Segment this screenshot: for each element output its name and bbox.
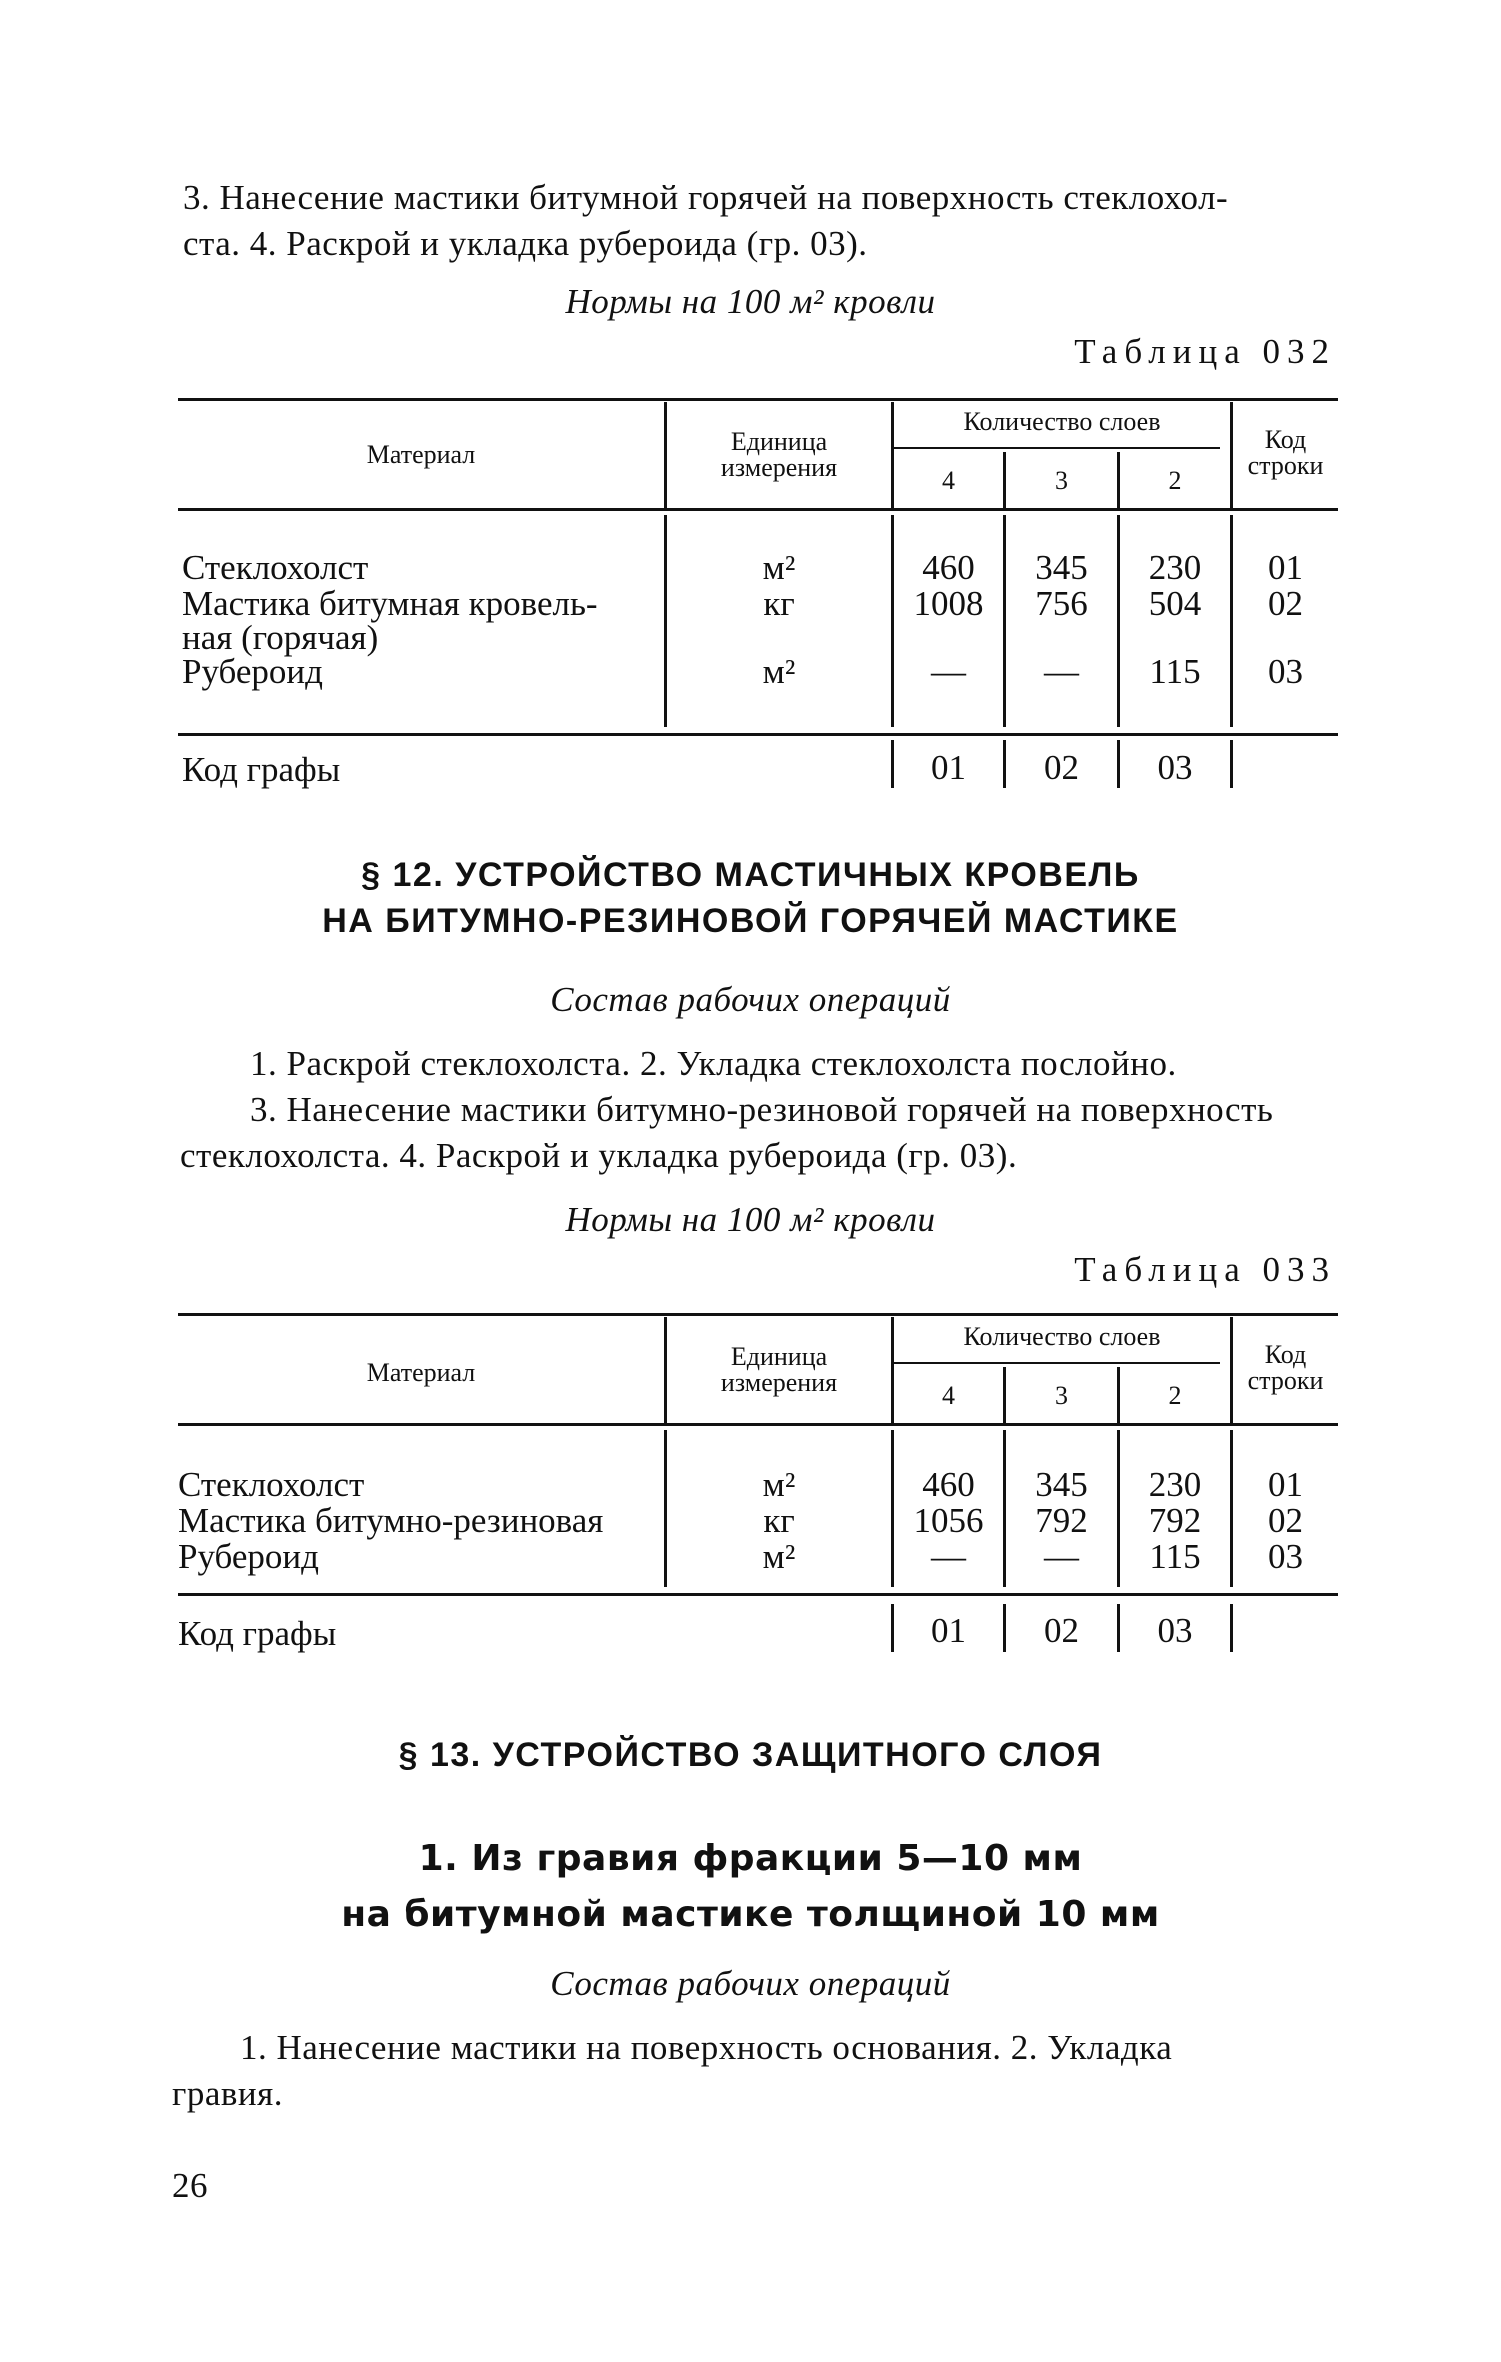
row-code: 03 bbox=[1268, 652, 1303, 691]
row-material: Рубероид bbox=[182, 652, 323, 691]
row-code: 02 bbox=[1268, 584, 1303, 623]
row-material: Стеклохолст bbox=[182, 548, 369, 587]
header-layer-2: 2 bbox=[1168, 1381, 1182, 1410]
row-value-2: 115 bbox=[1149, 1537, 1201, 1576]
footer-code: 02 bbox=[1044, 1611, 1079, 1650]
row-value-3: 345 bbox=[1035, 1465, 1088, 1504]
table-label-032: Таблица 032 bbox=[1074, 332, 1336, 371]
row-value-3: 756 bbox=[1035, 584, 1088, 623]
header-unit-1: Единица bbox=[730, 427, 828, 456]
section-13-title: § 13. УСТРОЙСТВО ЗАЩИТНОГО СЛОЯ bbox=[398, 1736, 1103, 1774]
row-value-4: — bbox=[931, 1537, 966, 1576]
header-layer-3: 3 bbox=[1055, 1381, 1068, 1410]
row-value-4: 460 bbox=[922, 548, 975, 587]
section-12-title-2: НА БИТУМНО-РЕЗИНОВОЙ ГОРЯЧЕЙ МАСТИКЕ bbox=[322, 902, 1179, 940]
section-13-ops-caption: Состав рабочих операций bbox=[550, 1964, 951, 2003]
row-value-2: 792 bbox=[1148, 1501, 1202, 1540]
footer-code: 03 bbox=[1157, 748, 1193, 787]
intro-line-2: ста. 4. Раскрой и укладка рубероида (гр. 03). bbox=[183, 224, 868, 263]
row-unit: кг bbox=[763, 1501, 795, 1540]
norms-caption-033: Нормы на 100 м² кровли bbox=[565, 1200, 936, 1239]
header-layer-4: 4 bbox=[942, 1381, 955, 1410]
intro-line-1: 3. Нанесение мастики битумной горячей на поверхность стеклохол- bbox=[183, 178, 1229, 217]
footer-code: 01 bbox=[931, 1611, 966, 1650]
row-material: Рубероид bbox=[178, 1537, 319, 1576]
section-12-ops-caption: Состав рабочих операций bbox=[550, 980, 951, 1019]
layers-subheader-rule bbox=[893, 1362, 1220, 1364]
table-top-rule bbox=[178, 398, 1338, 401]
section-12-ops-line-1: 1. Раскрой стеклохолста. 2. Укладка стеклохолста послойно. bbox=[250, 1044, 1177, 1083]
table-bottom-rule bbox=[178, 733, 1338, 736]
table-label-033: Таблица 033 bbox=[1074, 1250, 1336, 1289]
table-bottom-rule bbox=[178, 1593, 1338, 1596]
row-value-2: 504 bbox=[1148, 584, 1202, 623]
header-layer-3: 3 bbox=[1055, 466, 1068, 495]
row-value-4: — bbox=[931, 652, 966, 691]
row-value-3: — bbox=[1044, 652, 1079, 691]
table-top-rule bbox=[178, 1313, 1338, 1316]
row-value-4: 1008 bbox=[913, 584, 984, 623]
header-material: Материал bbox=[366, 440, 476, 469]
row-value-3: 345 bbox=[1035, 548, 1088, 587]
section-12-ops-line-2: 3. Нанесение мастики битумно-резиновой горячей на поверхность bbox=[250, 1090, 1274, 1129]
row-code: 02 bbox=[1268, 1501, 1303, 1540]
row-code: 01 bbox=[1268, 548, 1303, 587]
section-13-ops-line-1: 1. Нанесение мастики на поверхность основания. 2. Укладка bbox=[240, 2028, 1173, 2067]
row-value-3: 792 bbox=[1035, 1501, 1088, 1540]
row-value-4: 460 bbox=[922, 1465, 975, 1504]
header-unit-2: измерения bbox=[720, 1368, 838, 1397]
norms-caption-032: Нормы на 100 м² кровли bbox=[565, 282, 936, 321]
row-code: 01 bbox=[1268, 1465, 1303, 1504]
header-code-1: Код bbox=[1264, 1340, 1307, 1369]
page-number: 26 bbox=[172, 2166, 208, 2205]
header-unit-2: измерения bbox=[720, 453, 838, 482]
row-value-2: 230 bbox=[1148, 548, 1202, 587]
footer-code: 01 bbox=[931, 748, 966, 787]
row-material: Мастика битумно-резиновая bbox=[178, 1501, 604, 1540]
table-header-rule bbox=[178, 1423, 1338, 1426]
section-12-ops-line-3: стеклохолста. 4. Раскрой и укладка рубероида (гр. 03). bbox=[180, 1136, 1018, 1175]
header-layers: Количество слоев bbox=[963, 407, 1161, 436]
footer-code: 03 bbox=[1157, 1611, 1193, 1650]
row-value-4: 1056 bbox=[913, 1501, 984, 1540]
header-code-1: Код bbox=[1264, 425, 1307, 454]
row-material: Стеклохолст bbox=[178, 1465, 365, 1504]
row-unit: м² bbox=[762, 1537, 796, 1576]
footer-label: Код графы bbox=[182, 750, 341, 789]
section-12-title-1: § 12. УСТРОЙСТВО МАСТИЧНЫХ КРОВЕЛЬ bbox=[361, 856, 1140, 894]
section-13-subtitle-1: 1. Из гравия фракции 5—10 мм bbox=[418, 1838, 1083, 1879]
footer-label: Код графы bbox=[178, 1614, 337, 1653]
section-13-subtitle-2: на битумной мастике толщиной 10 мм bbox=[341, 1894, 1160, 1935]
header-code-2: строки bbox=[1247, 451, 1324, 480]
layers-subheader-rule bbox=[893, 447, 1220, 449]
section-13-ops-line-2: гравия. bbox=[172, 2074, 283, 2113]
footer-divider bbox=[1230, 1604, 1233, 1652]
header-layer-4: 4 bbox=[942, 466, 955, 495]
row-value-3: — bbox=[1044, 1537, 1079, 1576]
header-code-2: строки bbox=[1247, 1366, 1324, 1395]
header-layer-2: 2 bbox=[1168, 466, 1182, 495]
row-value-2: 115 bbox=[1149, 652, 1201, 691]
row-material-cont: ная (горячая) bbox=[182, 618, 379, 657]
row-unit: м² bbox=[762, 548, 796, 587]
footer-code: 02 bbox=[1044, 748, 1079, 787]
header-layers: Количество слоев bbox=[963, 1322, 1161, 1351]
table-header-rule bbox=[178, 508, 1338, 511]
row-code: 03 bbox=[1268, 1537, 1303, 1576]
row-value-2: 230 bbox=[1148, 1465, 1202, 1504]
row-material: Мастика битумная кровель- bbox=[182, 584, 598, 623]
row-unit: кг bbox=[763, 584, 795, 623]
header-unit-1: Единица bbox=[730, 1342, 828, 1371]
row-unit: м² bbox=[762, 652, 796, 691]
header-material: Материал bbox=[366, 1358, 476, 1387]
row-unit: м² bbox=[762, 1465, 796, 1504]
footer-divider bbox=[1230, 740, 1233, 788]
